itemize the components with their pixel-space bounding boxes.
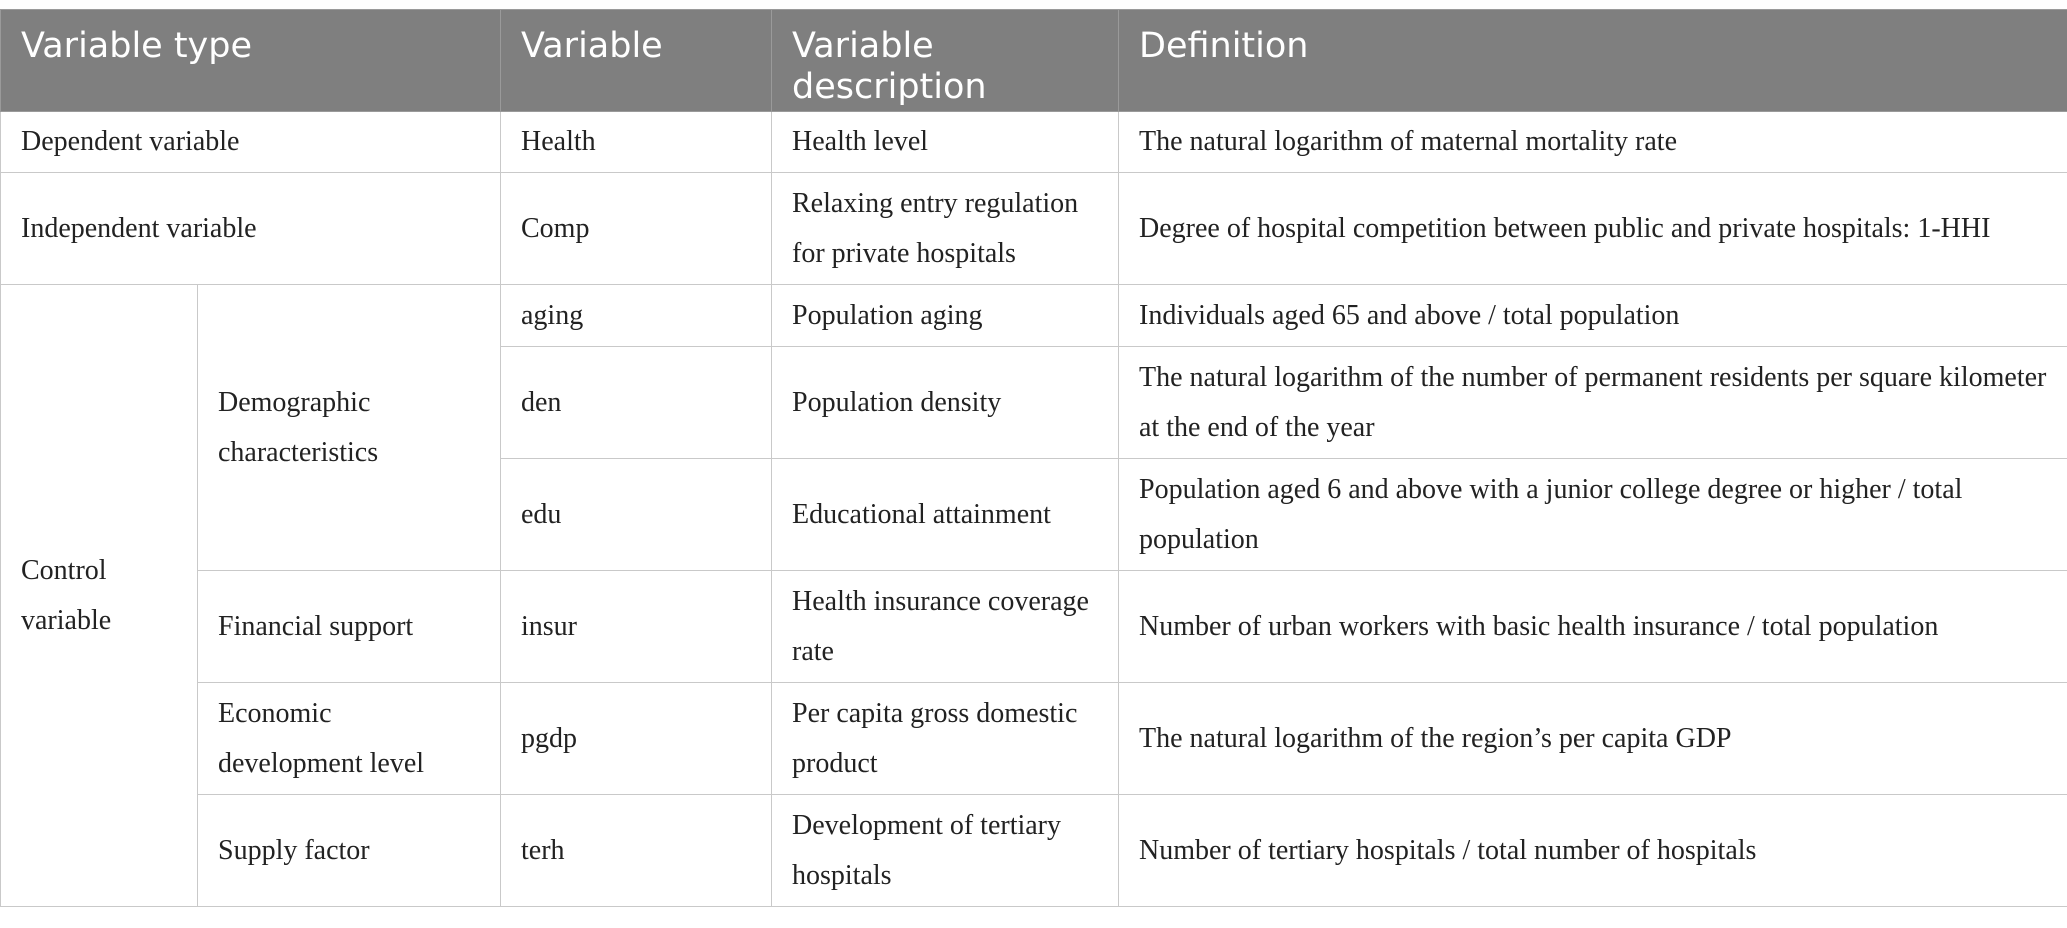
variable-cell: pgdp — [501, 683, 772, 795]
description-cell: Educational attainment — [772, 459, 1119, 571]
description-cell: Development of tertiary hospitals — [772, 795, 1119, 907]
table-row — [1, 173, 2067, 285]
description-cell: Health insurance coverage rate — [772, 571, 1119, 683]
control-variable-type-cell: Control variable — [1, 285, 198, 907]
table-row — [1, 112, 2067, 173]
variable-cell: insur — [501, 571, 772, 683]
description-cell: Per capita gross domestic product — [772, 683, 1119, 795]
group-cell-financial: Financial support — [198, 571, 501, 683]
variable-cell: aging — [501, 285, 772, 347]
variable-cell: den — [501, 347, 772, 459]
variable-type-cell: Dependent variable — [1, 112, 501, 173]
definition-cell: The natural logarithm of the number of permanent residents per square kilometer at the end of the year — [1119, 347, 2067, 459]
table-row — [1, 285, 2067, 347]
definition-cell: Number of tertiary hospitals / total number of hospitals — [1119, 795, 2067, 907]
description-cell: Health level — [772, 112, 1119, 173]
table-row — [1, 795, 2067, 907]
header-variable-type: Variable type — [1, 10, 501, 112]
table-row — [1, 683, 2067, 795]
table-header — [1, 10, 2067, 112]
description-cell: Population density — [772, 347, 1119, 459]
table-row — [1, 571, 2067, 683]
variable-cell: Health — [501, 112, 772, 173]
description-cell: Relaxing entry regulation for private hospitals — [772, 173, 1119, 285]
group-cell-economic: Economic development level — [198, 683, 501, 795]
table-body — [1, 112, 2067, 907]
header-variable: Variable — [501, 10, 772, 112]
variables-table — [0, 9, 2067, 907]
variable-cell: edu — [501, 459, 772, 571]
variable-type-cell: Independent variable — [1, 173, 501, 285]
definition-cell: Population aged 6 and above with a junior college degree or higher / total population — [1119, 459, 2067, 571]
header-variable-description: Variable description — [772, 10, 1119, 112]
group-cell-supply: Supply factor — [198, 795, 501, 907]
variable-cell: Comp — [501, 173, 772, 285]
description-cell: Population aging — [772, 285, 1119, 347]
variable-cell: terh — [501, 795, 772, 907]
definition-cell: The natural logarithm of maternal mortality rate — [1119, 112, 2067, 173]
header-row — [1, 10, 2067, 112]
group-cell-demographic: Demographic characteristics — [198, 285, 501, 571]
definition-cell: Number of urban workers with basic health insurance / total population — [1119, 571, 2067, 683]
definition-cell: The natural logarithm of the region’s per capita GDP — [1119, 683, 2067, 795]
definition-cell: Degree of hospital competition between public and private hospitals: 1-HHI — [1119, 173, 2067, 285]
definition-cell: Individuals aged 65 and above / total population — [1119, 285, 2067, 347]
header-definition: Definition — [1119, 10, 2067, 112]
